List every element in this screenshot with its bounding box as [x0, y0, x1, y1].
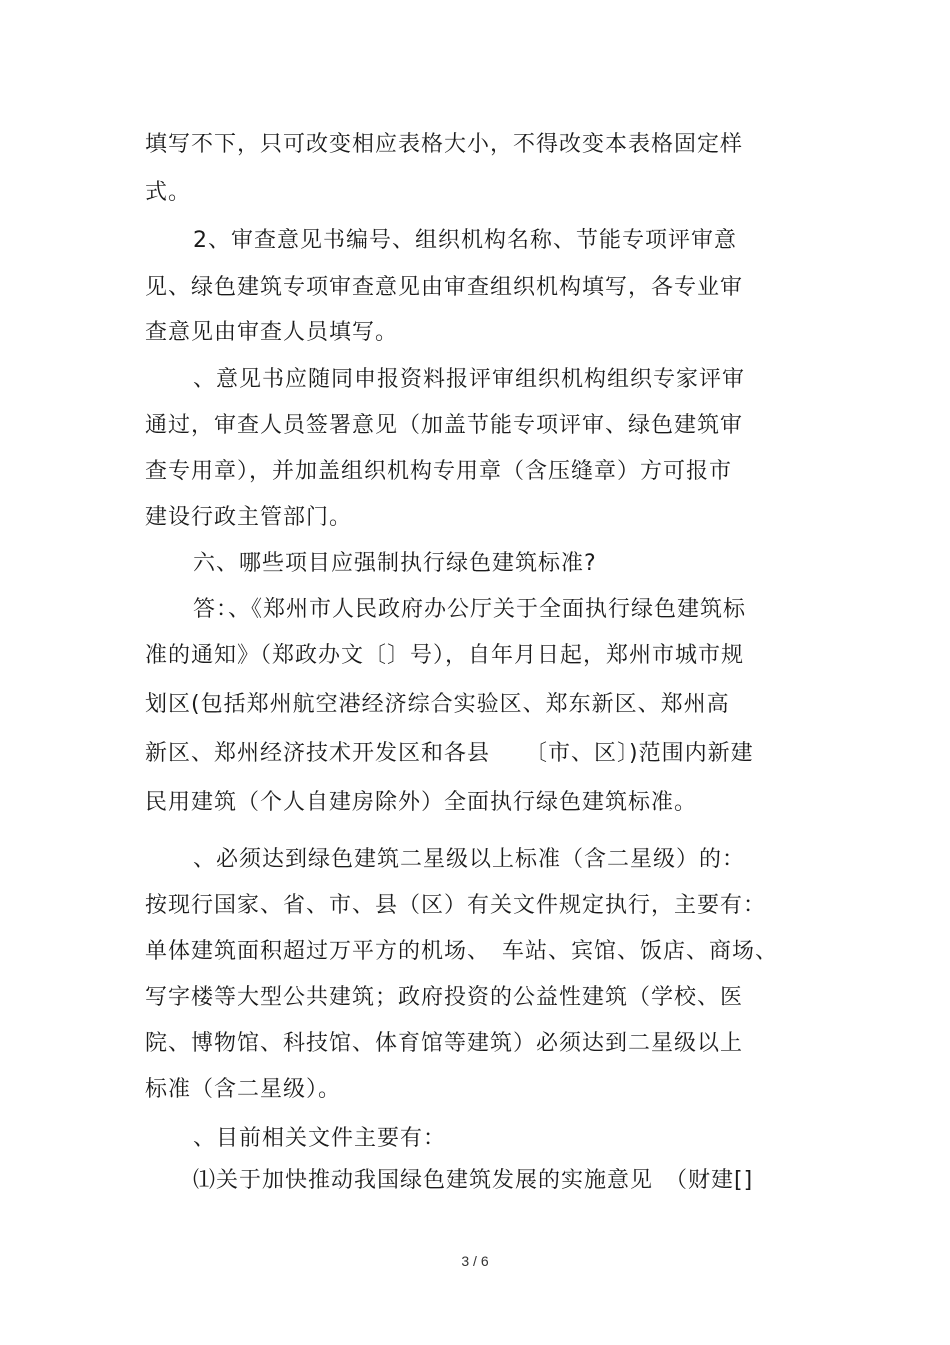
section-heading: 六、哪些项目应强制执行绿色建筑标准?: [193, 551, 597, 576]
text-line: 、意见书应随同申报资料报评审组织机构组织专家评审: [193, 367, 746, 392]
text-line: 2、审查意见书编号、组织机构名称、节能专项评审意: [193, 228, 737, 253]
text-line: 单体建筑面积超过万平方的机场、 车站、宾馆、饭店、商场、: [145, 939, 779, 964]
text-line: 院、博物馆、科技馆、体育馆等建筑）必须达到二星级以上: [145, 1031, 744, 1056]
text-line: 、必须达到绿色建筑二星级以上标准（含二星级）的：: [193, 847, 746, 872]
text-line: 划区(包括郑州航空港经济综合实验区、郑东新区、郑州高: [145, 692, 730, 717]
text-line: ⑴关于加快推动我国绿色建筑发展的实施意见 （财建[]: [193, 1168, 754, 1193]
text-line: 查专用章），并加盖组织机构专用章（含压缝章）方可报市: [145, 459, 733, 484]
page-number: 3 / 6: [461, 1253, 489, 1269]
text-line: 式。: [145, 180, 192, 205]
text-line: 写字楼等大型公共建筑；政府投资的公益性建筑（学校、医: [145, 985, 744, 1010]
text-line: 查意见由审查人员填写。: [145, 320, 399, 345]
text-line: 标准（含二星级）。: [145, 1077, 342, 1102]
text-line: 新区、郑州经济技术开发区和各县 〔市、区〕)范围内新建: [145, 741, 754, 766]
text-line: 通过，审查人员签署意见（加盖节能专项评审、绿色建筑审: [145, 413, 744, 438]
text-line: 见、绿色建筑专项审查意见由审查组织机构填写，各专业审: [145, 275, 744, 300]
text-line: 填写不下，只可改变相应表格大小，不得改变本表格固定样: [145, 132, 744, 157]
text-line: 、目前相关文件主要有：: [193, 1126, 447, 1151]
text-line: 按现行国家、省、市、县（区）有关文件规定执行，主要有：: [145, 893, 767, 918]
text-line: 准的通知》（郑政办文〔〕号），自年月日起，郑州市城市规: [145, 643, 745, 668]
text-line: 答：、《郑州市人民政府办公厅关于全面执行绿色建筑标: [193, 597, 747, 622]
text-line: 建设行政主管部门。: [145, 505, 353, 530]
text-line: 民用建筑（个人自建房除外）全面执行绿色建筑标准。: [145, 790, 698, 815]
